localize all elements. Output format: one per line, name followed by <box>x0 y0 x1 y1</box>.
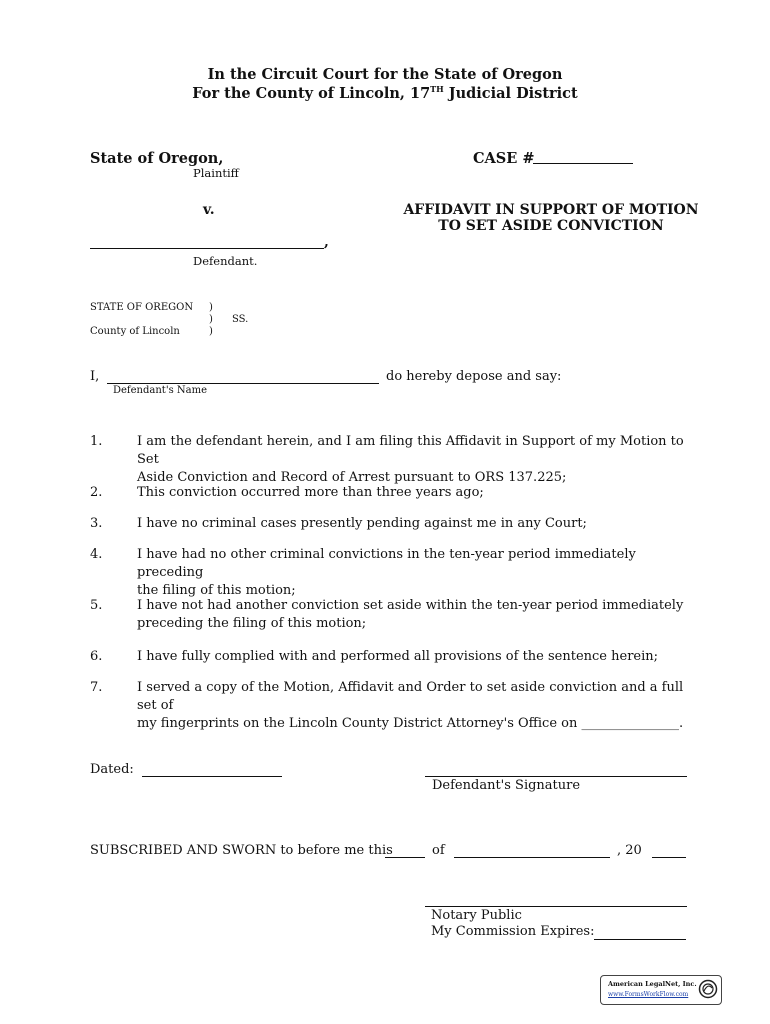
notary-signature-line[interactable] <box>425 906 687 907</box>
item-text: This conviction occurred more than three years ago; <box>137 485 484 500</box>
item-text: I have not had another conviction set aside within the ten-year period immediately <box>137 598 684 613</box>
deponent-prefix: I, <box>90 369 100 384</box>
commission-expires-line[interactable] <box>594 939 686 940</box>
item-text: preceding the filing of this motion; <box>137 616 367 631</box>
item-number: 7. <box>90 680 103 695</box>
venue-paren: ) <box>209 302 213 313</box>
publisher-emblem-icon <box>698 979 718 999</box>
court-heading-line1: In the Circuit Court for the State of Oregon <box>207 66 563 83</box>
item-number: 6. <box>90 649 103 664</box>
date-line[interactable] <box>142 776 282 777</box>
defendant-name-line[interactable] <box>90 248 324 249</box>
document-title-line2: TO SET ASIDE CONVICTION <box>438 218 664 234</box>
venue-paren: ) <box>209 326 213 337</box>
publisher-name: American LegalNet, Inc. <box>608 980 697 988</box>
dated-label: Dated: <box>90 762 134 777</box>
court-heading-line2: For the County of Lincoln, 17TH Judicial District <box>192 84 578 102</box>
item-text: the filing of this motion; <box>137 583 296 598</box>
item-text: Aside Conviction and Record of Arrest pursuant to ORS 137.225; <box>137 470 567 485</box>
versus: v. <box>203 202 215 218</box>
item-text: my fingerprints on the Lincoln County District Attorney's Office on _______________. <box>137 716 684 731</box>
plaintiff-role: Plaintiff <box>193 166 239 180</box>
item-number: 4. <box>90 547 103 562</box>
jurat-month-line[interactable] <box>454 857 610 858</box>
item-text: I am the defendant herein, and I am filing this Affidavit in Support of my Motion to Set <box>137 434 684 467</box>
defendant-role: Defendant. <box>193 254 258 268</box>
defendant-signature-label: Defendant's Signature <box>432 778 581 793</box>
ordinal-superscript: TH <box>430 84 444 94</box>
item-number: 5. <box>90 598 103 613</box>
case-number-label: CASE # <box>473 150 535 167</box>
venue-county: County of Lincoln <box>90 326 180 337</box>
defendant-signature-line[interactable] <box>425 776 687 777</box>
jurat-year-prefix: , 20 <box>617 843 642 858</box>
item-number: 1. <box>90 434 103 449</box>
item-text: I served a copy of the Motion, Affidavit and Order to set aside conviction and a full set of <box>137 680 684 713</box>
item-text: I have no criminal cases presently pending against me in any Court; <box>137 516 587 531</box>
item-text: I have fully complied with and performed all provisions of the sentence herein; <box>137 649 659 664</box>
defendant-comma: , <box>324 234 329 250</box>
jurat-day-line[interactable] <box>385 857 425 858</box>
item-text: I have had no other criminal convictions in the ten-year period immediately preceding <box>137 547 636 580</box>
venue-ss: SS. <box>232 314 249 325</box>
commission-label: My Commission Expires: <box>431 924 595 939</box>
item-number: 3. <box>90 516 103 531</box>
publisher-logo <box>600 975 722 1005</box>
deponent-name-line[interactable] <box>107 383 379 384</box>
document-title-line1: AFFIDAVIT IN SUPPORT OF MOTION <box>403 202 699 218</box>
jurat-text: SUBSCRIBED AND SWORN to before me this <box>90 843 393 858</box>
notary-label: Notary Public <box>431 908 522 923</box>
publisher-url[interactable]: www.FormsWorkFlow.com <box>608 991 689 998</box>
deponent-name-label: Defendant's Name <box>113 385 207 396</box>
plaintiff-name: State of Oregon, <box>90 150 224 167</box>
deponent-suffix: do hereby depose and say: <box>386 369 562 384</box>
jurat-year-line[interactable] <box>652 857 686 858</box>
venue-state: STATE OF OREGON <box>90 302 194 313</box>
case-number-line[interactable] <box>533 163 633 164</box>
venue-paren: ) <box>209 314 213 325</box>
item-number: 2. <box>90 485 103 500</box>
jurat-of: of <box>432 843 445 858</box>
